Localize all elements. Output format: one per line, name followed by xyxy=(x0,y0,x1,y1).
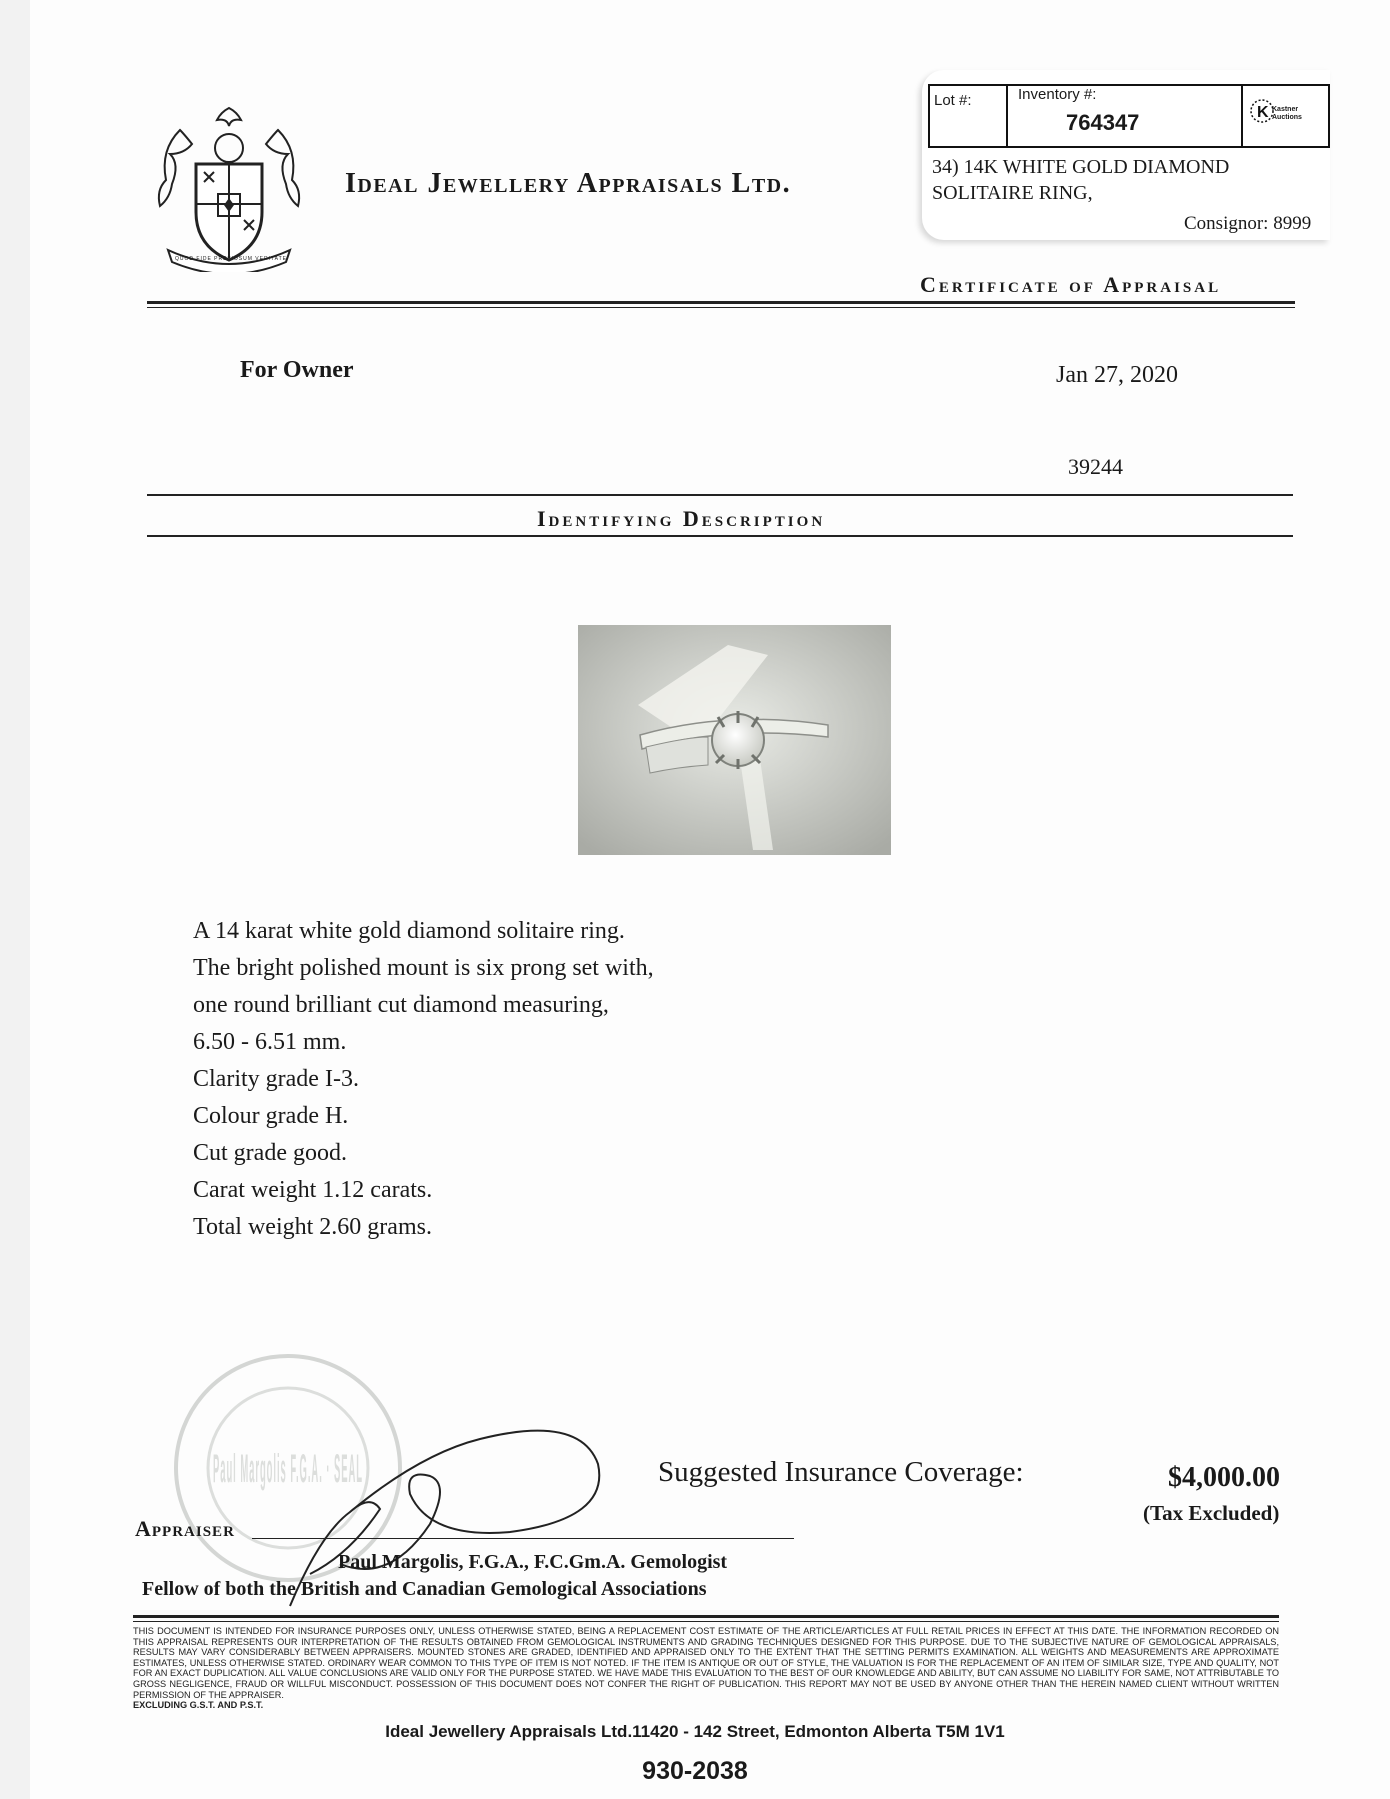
seal-text: Paul Margolis F.G.A. · SEAL xyxy=(213,1447,363,1491)
lot-label-table xyxy=(928,84,1330,148)
ring-photo xyxy=(578,625,891,855)
svg-text:K: K xyxy=(1257,104,1269,121)
appraiser-fellowship: Fellow of both the British and Canadian Gemological Associations xyxy=(142,1578,707,1600)
lot-description-line2: SOLITAIRE RING, xyxy=(932,182,1093,204)
description-line: Carat weight 1.12 carats. xyxy=(193,1177,433,1203)
certificate-title: Certificate of Appraisal xyxy=(920,272,1222,297)
legal-rule-thick xyxy=(133,1615,1279,1618)
header-rule-thick xyxy=(147,301,1295,304)
insurance-label: Suggested Insurance Coverage: xyxy=(658,1456,1024,1488)
lot-description-line1: 34) 14K WHITE GOLD DIAMOND xyxy=(932,156,1230,178)
insurance-amount: $4,000.00 xyxy=(1168,1462,1280,1493)
description-line: Total weight 2.60 grams. xyxy=(193,1214,432,1240)
tax-note: EXCLUDING G.S.T. AND P.S.T. xyxy=(133,1700,264,1711)
description-line: A 14 karat white gold diamond solitaire ring. xyxy=(193,918,625,944)
section-rule-top xyxy=(147,494,1293,496)
crest-logo xyxy=(150,100,308,272)
inventory-number: 764347 xyxy=(1066,110,1140,135)
header-rule-thin xyxy=(147,307,1295,308)
legal-text: THIS DOCUMENT IS INTENDED FOR INSURANCE PURPOSES ONLY, UNLESS OTHERWISE STATED, BEING A REPLACEMENT COST ESTIMATE OF THE ARTICLE/ARTICLES AT FULL RETAIL PRICES IN EFFECT AT THIS DATE. THE INFORMATION RECORDED ON THIS APPRAISAL REPRESENTS OUR INTERPRETATION OF THE RESULTS OBTAINED FROM GEMOLOGICAL INSTRUMENTS AND GRADING TECHNIQUES DESIGNED FOR THIS PURPOSE. DUE TO THE SUBJECTIVE NATURE OF GEMOLOGICAL APPRAISALS, RESULTS MAY VARY CONSIDERABLY BETWEEN APPRAISERS. MOUNTED STONES ARE GRADED, IDENTIFIED AND APPRAISED ONLY TO THE EXTENT THAT THE SETTING PERMITS EXAMINATION. ALL WEIGHTS AND MEASUREMENTS ARE APPROXIMATE ESTIMATES, UNLESS OTHERWISE STATED. ORDINARY WEAR COMMON TO THIS TYPE OF ITEM IS NOT NOTED. IF THE ITEM IS ANTIQUE OR OUT OF STYLE, THE VALUATION IS FOR THE REPLACEMENT OF AN ITEM OF SIMILAR SIZE, TYPE AND QUALITY, NOT FOR AN EXACT DUPLICATION. ALL VALUE CONCLUSIONS ARE VALID ONLY FOR THE PURPOSE STATED. WE HAVE MADE THIS EVALUATION TO THE BEST OF OUR KNOWLEDGE AND ABILITY, BUT CAN ASSUME NO LIABILITY FOR SAME, NOT ATTRIBUTABLE TO GROSS NEGLIGENCE, FRAUD OR WILLFUL MISCONDUCT. POSSESSION OF THIS DOCUMENT DOES NOT CONFER THE RIGHT OF PUBLICATION. THIS REPORT MAY NOT BE USED BY ANYONE OTHER THAN THE HEREIN NAMED CLIENT WITHOUT WRITTEN PERMISSION OF THE APPRAISER. xyxy=(133,1626,1279,1700)
inventory-label: Inventory #: xyxy=(1018,86,1097,103)
scan-edge xyxy=(0,0,30,1799)
description-line: Cut grade good. xyxy=(193,1140,347,1166)
description-line: Colour grade H. xyxy=(193,1103,349,1129)
appraiser-name: Paul Margolis, F.G.A., F.C.Gm.A. Gemologist xyxy=(338,1551,728,1573)
lot-number-label: Lot #: xyxy=(934,92,972,109)
footer-address: Ideal Jewellery Appraisals Ltd.11420 - 142 Street, Edmonton Alberta T5M 1V1 xyxy=(385,1722,1005,1741)
company-name: Ideal Jewellery Appraisals Ltd. xyxy=(345,168,792,199)
description-line: Clarity grade I-3. xyxy=(193,1066,359,1092)
legal-disclaimer xyxy=(133,1626,1279,1711)
appraiser-label: Appraiser xyxy=(135,1516,235,1541)
appraisal-date: Jan 27, 2020 xyxy=(1056,362,1178,388)
crest-motto: QUOD FIDE PRETIOSUM VERITATE xyxy=(175,256,287,262)
for-owner: For Owner xyxy=(240,357,354,383)
description-line: The bright polished mount is six prong set with, xyxy=(193,955,654,981)
reference-number: 39244 xyxy=(1068,454,1123,479)
description-line: one round brilliant cut diamond measuring, xyxy=(193,992,609,1018)
section-rule-bottom xyxy=(147,535,1293,537)
kastner-auctions-text: Kastner Auctions xyxy=(1272,106,1302,121)
consignor-number: Consignor: 8999 xyxy=(1184,213,1312,234)
footer-phone: 930-2038 xyxy=(642,1757,748,1785)
section-title: Identifying Description xyxy=(537,506,826,531)
description-line: 6.50 - 6.51 mm. xyxy=(193,1029,347,1055)
kastner-auctions-logo xyxy=(1250,92,1326,136)
legal-rule-thin xyxy=(133,1621,1279,1622)
tax-excluded-note: (Tax Excluded) xyxy=(1143,1501,1280,1525)
item-description xyxy=(193,913,654,1246)
